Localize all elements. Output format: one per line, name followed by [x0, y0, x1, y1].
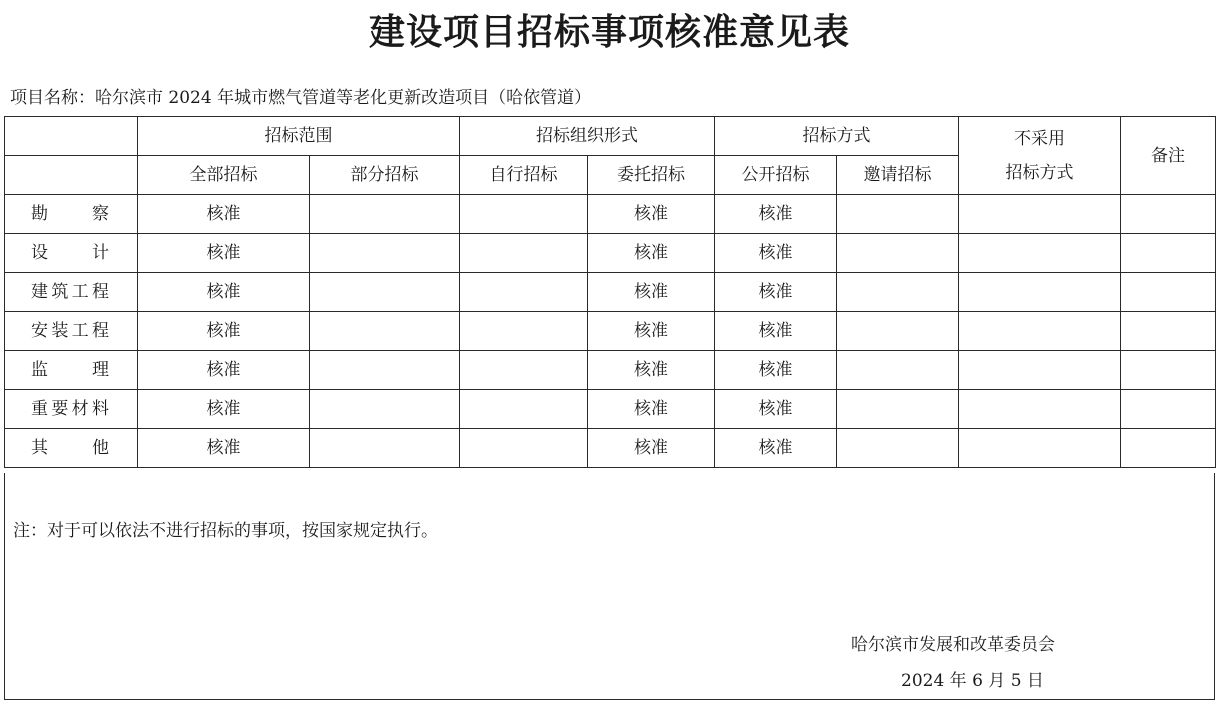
cell-remark	[1121, 273, 1216, 312]
row-label: 安装工程	[5, 312, 138, 351]
cell-remark	[1121, 195, 1216, 234]
table-row	[5, 312, 1216, 351]
cell-remark	[1121, 351, 1216, 390]
header-row-1	[5, 117, 1216, 156]
invited-header: 邀请招标	[837, 156, 959, 195]
cell-invited	[837, 273, 959, 312]
cell-self	[460, 312, 588, 351]
cell-not-adopted	[959, 390, 1121, 429]
organization-name: 哈尔滨市发展和改革委员会	[851, 635, 1055, 655]
cell-self	[460, 195, 588, 234]
cell-full: 核准	[138, 195, 310, 234]
not-adopted-header	[959, 117, 1121, 195]
cell-public: 核准	[715, 429, 837, 468]
table-row	[5, 390, 1216, 429]
notes-section	[4, 473, 1215, 700]
cell-partial	[310, 312, 460, 351]
cell-partial	[310, 390, 460, 429]
not-adopted-line-2: 招标方式	[1005, 162, 1074, 183]
row-label: 设计	[5, 234, 138, 273]
table-row	[5, 273, 1216, 312]
cell-not-adopted	[959, 351, 1121, 390]
cell-not-adopted	[959, 273, 1121, 312]
row-label: 勘察	[5, 195, 138, 234]
cell-full: 核准	[138, 273, 310, 312]
project-name: 项目名称：哈尔滨市 2024 年城市燃气管道等老化更新改造项目（哈依管道）	[10, 88, 592, 108]
cell-full: 核准	[138, 351, 310, 390]
cell-public: 核准	[715, 390, 837, 429]
corner-cell-2	[5, 156, 138, 195]
table-row	[5, 195, 1216, 234]
cell-invited	[837, 234, 959, 273]
cell-invited	[837, 195, 959, 234]
cell-entrusted: 核准	[588, 273, 715, 312]
entrusted-header: 委托招标	[588, 156, 715, 195]
cell-partial	[310, 195, 460, 234]
row-label: 重要材料	[5, 390, 138, 429]
cell-self	[460, 273, 588, 312]
cell-public: 核准	[715, 312, 837, 351]
method-header: 招标方式	[715, 117, 959, 156]
cell-partial	[310, 429, 460, 468]
scope-header: 招标范围	[138, 117, 460, 156]
cell-full: 核准	[138, 429, 310, 468]
cell-remark	[1121, 429, 1216, 468]
cell-full: 核准	[138, 312, 310, 351]
cell-remark	[1121, 390, 1216, 429]
cell-self	[460, 234, 588, 273]
cell-entrusted: 核准	[588, 351, 715, 390]
cell-entrusted: 核准	[588, 234, 715, 273]
cell-entrusted: 核准	[588, 429, 715, 468]
cell-not-adopted	[959, 234, 1121, 273]
table-row	[5, 234, 1216, 273]
approval-table	[4, 116, 1216, 468]
cell-partial	[310, 234, 460, 273]
issue-date: 2024 年 6 月 5 日	[901, 671, 1044, 691]
cell-entrusted: 核准	[588, 195, 715, 234]
org-form-header: 招标组织形式	[460, 117, 715, 156]
cell-entrusted: 核准	[588, 390, 715, 429]
cell-full: 核准	[138, 390, 310, 429]
cell-invited	[837, 429, 959, 468]
cell-invited	[837, 351, 959, 390]
cell-self	[460, 390, 588, 429]
note-text: 注：对于可以依法不进行招标的事项，按国家规定执行。	[13, 521, 438, 541]
cell-public: 核准	[715, 234, 837, 273]
cell-partial	[310, 273, 460, 312]
cell-remark	[1121, 312, 1216, 351]
cell-invited	[837, 312, 959, 351]
full-header: 全部招标	[138, 156, 310, 195]
cell-invited	[837, 390, 959, 429]
cell-not-adopted	[959, 312, 1121, 351]
cell-partial	[310, 351, 460, 390]
public-header: 公开招标	[715, 156, 837, 195]
cell-full: 核准	[138, 234, 310, 273]
remark-header: 备注	[1121, 117, 1216, 195]
cell-entrusted: 核准	[588, 312, 715, 351]
corner-cell	[5, 117, 138, 156]
partial-header: 部分招标	[310, 156, 460, 195]
cell-public: 核准	[715, 195, 837, 234]
self-header: 自行招标	[460, 156, 588, 195]
page-title: 建设项目招标事项核准意见表	[368, 12, 850, 53]
cell-self	[460, 429, 588, 468]
table-row	[5, 429, 1216, 468]
row-label: 其他	[5, 429, 138, 468]
not-adopted-line-1: 不采用	[1014, 128, 1065, 149]
cell-remark	[1121, 234, 1216, 273]
table-row	[5, 351, 1216, 390]
row-label: 监理	[5, 351, 138, 390]
cell-self	[460, 351, 588, 390]
cell-not-adopted	[959, 429, 1121, 468]
cell-public: 核准	[715, 351, 837, 390]
cell-not-adopted	[959, 195, 1121, 234]
row-label: 建筑工程	[5, 273, 138, 312]
cell-public: 核准	[715, 273, 837, 312]
